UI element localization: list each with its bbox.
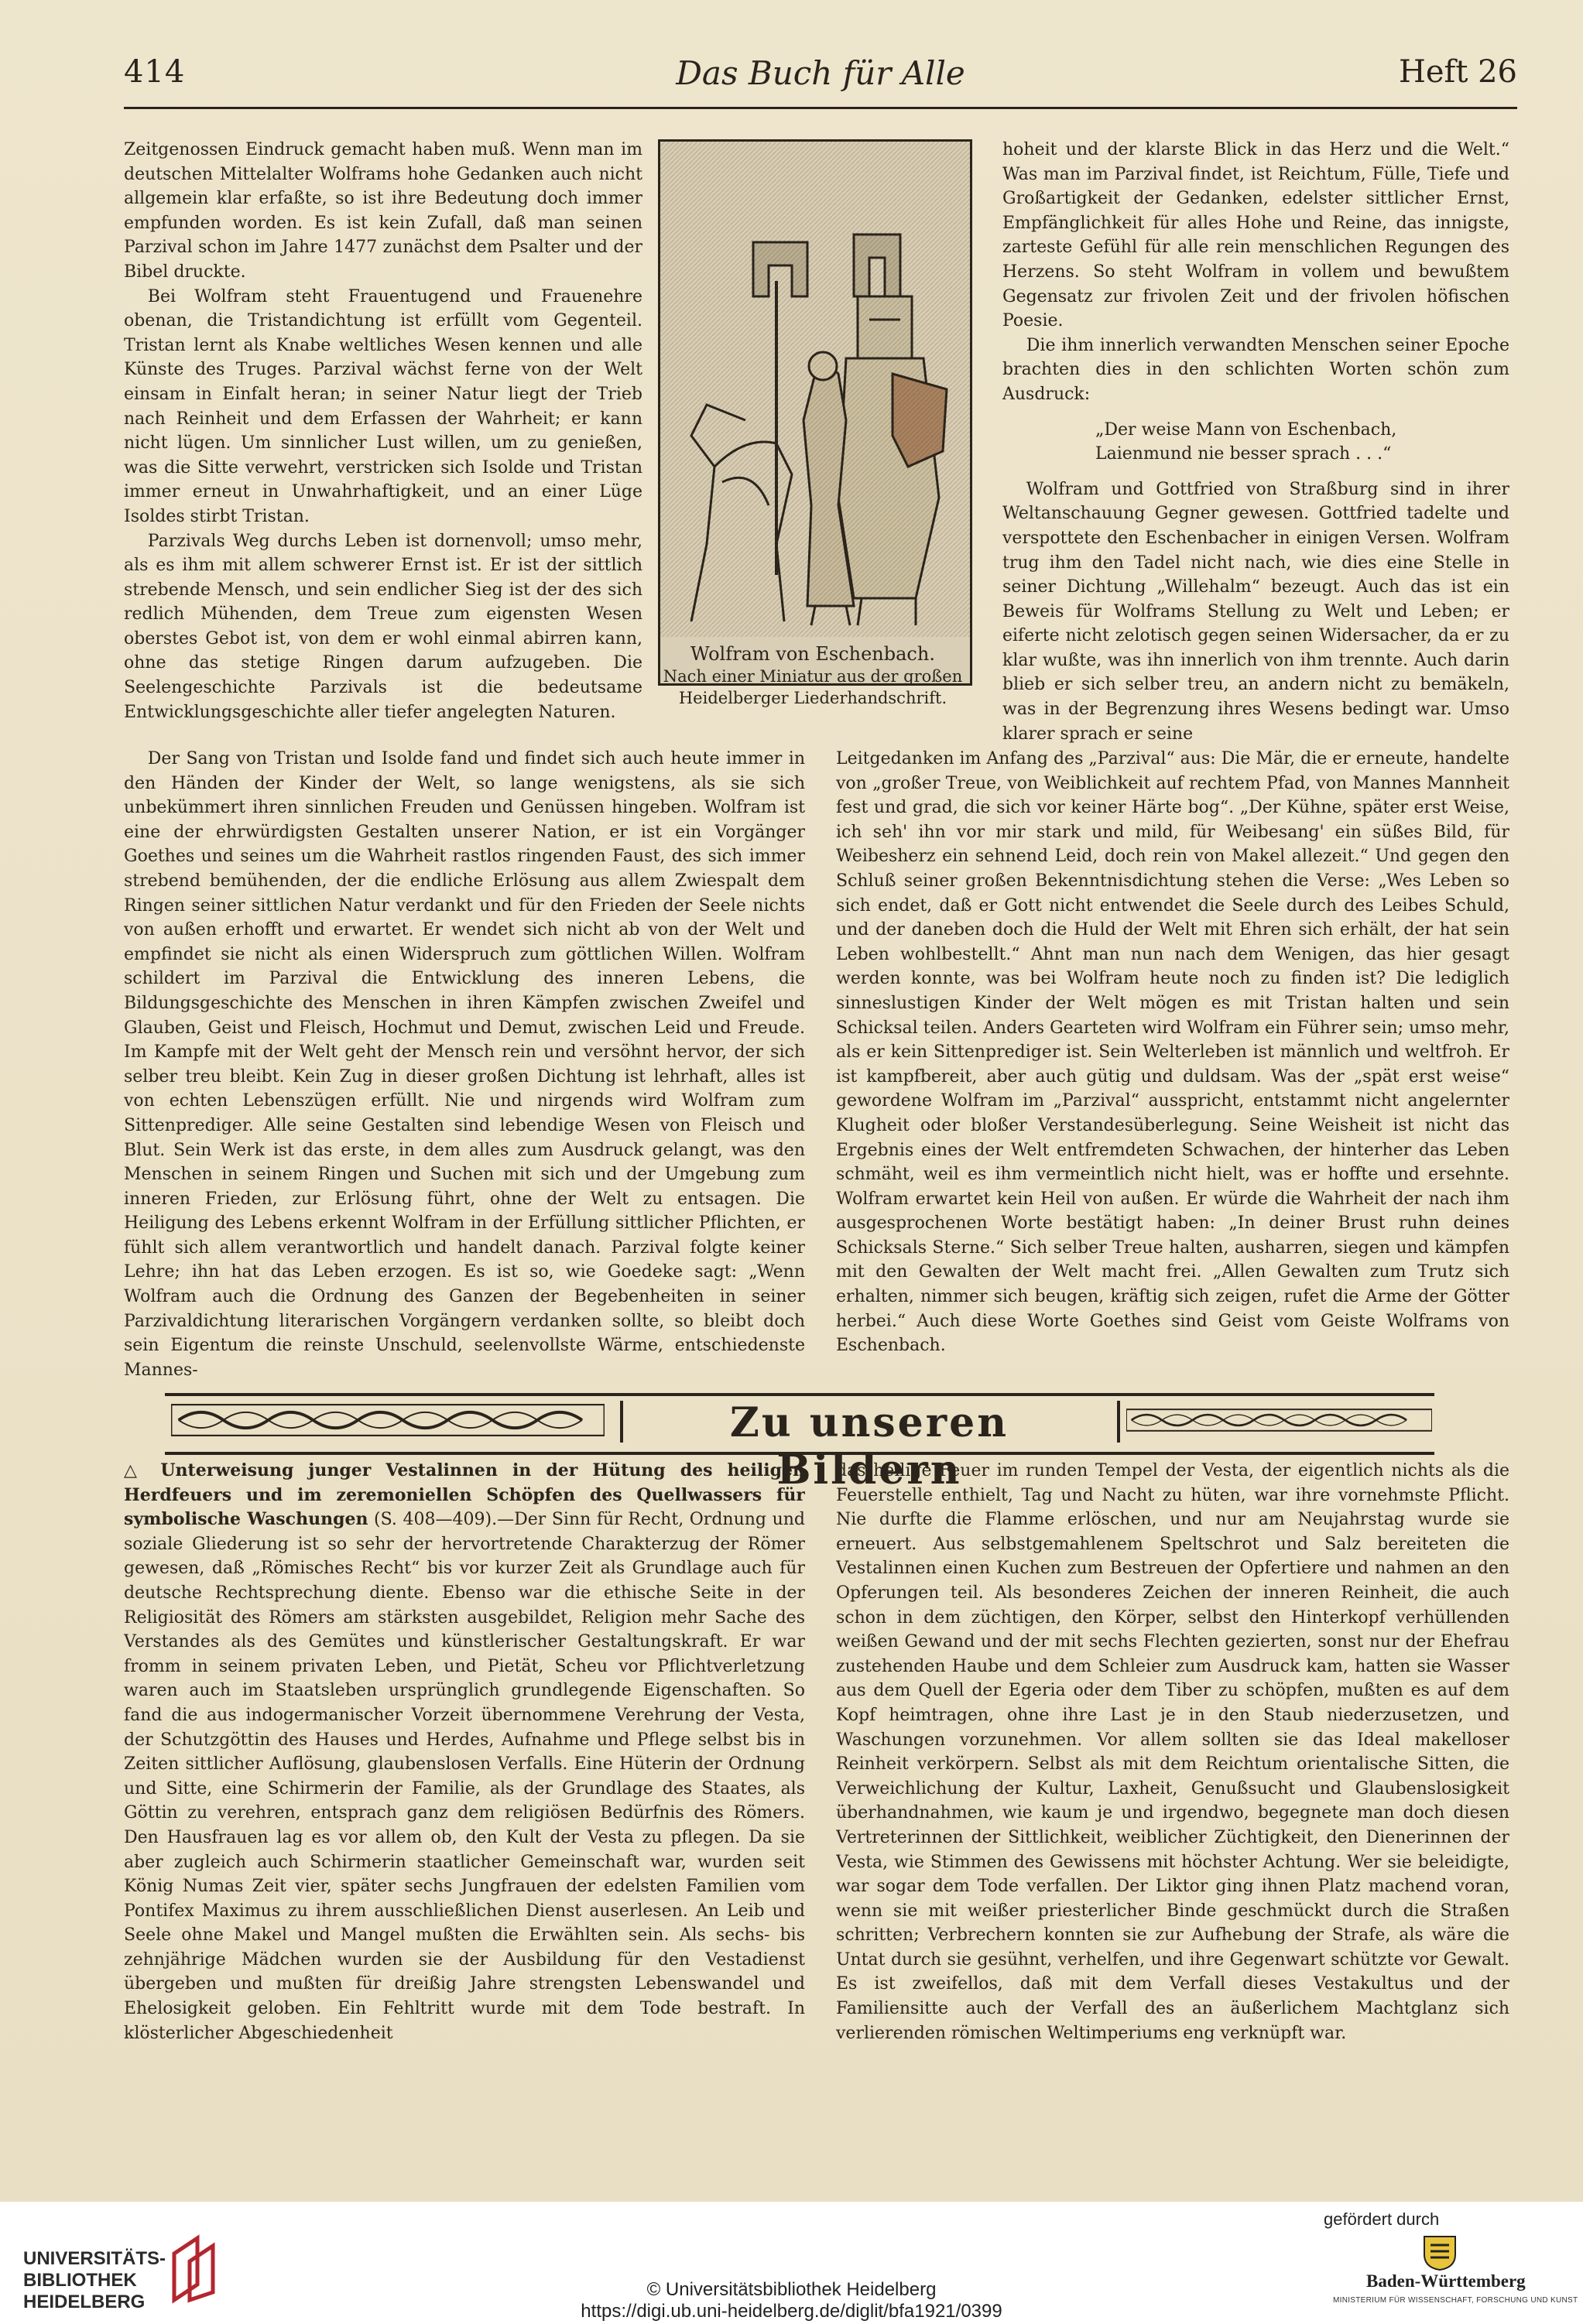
page-number: 414 xyxy=(124,54,186,90)
paragraph: das heilige Feuer im runden Tempel der Vesta, der eigentlich nichts als die Feuerstelle enthielt, Tag und Nacht zu hüten, war ihre vornehmste Pflicht. Nie durfte die Flamme erlöschen, und nur am Neujahrstag wurde sie erneuert. Aus selbstgemahlenem Speltschrot und Salz bereiteten die Vestalinnen einen Kuchen zum Bestreuen der Opfertiere und nahmen an den Opferungen teil. Als besonderes Zeichen der inneren Reinheit, die auch schon in dem züchtigen, den Körper, selbst den Hinterkopf verhüllenden weißen Gewand und der mit sechs Flechten gezierten, sonst nur der Ehefrau zustehenden Haube und dem Schleier zum Ausdruck kam, hatten sie Wasser aus dem Quell der Egeria oder dem Tiber zu schöpfen, mußten es auf dem Kopf heimtragen, ohne ihre Last je in den Staub niederzusetzen, und Waschungen vorzunehmen. Vor allem sollten sie das Ideal makelloser Reinheit verkörpern. Selbst als mit dem Reichtum orientalische Sitten, die Verweichlichung der Kultur, Laxheit, Genußsucht und Glaubenslosigkeit überhandnahmen, wie kaum je und irgendwo, begegnete man doch diesen Vertreterinnen der Sittlichkeit, weiblicher Züchtigkeit, den Dienerinnen der Vesta, wie Stimmen des Gewissens mit höchster Achtung. Wer sie beleidigte, war sogar dem Tode verfallen. Der Liktor ging ihnen Platz machend voran, wenn sie mit weißer priesterlicher Binde geschmückt durch die Straßen schritten; Verbrechern konnten sie zur Aufhebung der Strafe, als wäre die Untat durch sie gesühnt, verhelfen, und ihre Gegenwart schützte vor Gewalt. Es ist zweifellos, daß mit dem Verfall dieses Vestakultus und der Familiensitte auch der Verfall des an äußerlichem Machtglanz sich verlierenden römischen Weltimperiums eng verknüpft war. xyxy=(836,1461,1509,2043)
ornament-band-left xyxy=(171,1404,605,1436)
section-left-column xyxy=(124,1459,805,2055)
issue-label: Heft 26 xyxy=(1398,54,1517,90)
knight-miniature-image xyxy=(660,142,970,637)
section-header xyxy=(165,1393,1583,1494)
figure-caption xyxy=(650,642,975,709)
article-left-column xyxy=(124,138,642,745)
funded-by-label: gefördert durch xyxy=(1324,2209,1440,2229)
article-lower-left-column xyxy=(124,747,805,1381)
header-rule xyxy=(124,107,1517,109)
digitization-footer xyxy=(0,2202,1583,2324)
paragraph: Der Sang von Tristan und Isolde fand und findet sich auch heute immer in den Händen der Kinder der Welt, so lange wenigstens, als sie sich unbekümmert ihren sinnlichen Freuden und Genüssen hingeben. Wolfram ist eine der ehrwürdigsten Gestalten unserer Nation, er ist ein Vorgänger Goethes und seines um die Wahrheit rastlos ringenden Faust, des sich immer strebend bemühenden, der die endliche Erlösung aus allem Zwiespalt dem Ringen seiner sittlichen Natur verdankt und für den Frieden der Seele nichts von außen erhofft und erwartet. Er wendet sich nicht ab von der Welt und empfindet sie nicht als einen Widerspruch zum göttlichen Willen. Wolfram schildert im Parzival die Entwicklung des inneren Lebens, die Bildungsgeschichte des Menschen in ihren Kämpfen zwischen Zweifel und Glauben, Geist und Fleisch, Hochmut und Demut, zwischen Leid und Freude. Im Kampfe mit der Welt geht der Mensch rein und versöhnt hervor, der sich selber treu bleibt. Kein Zug in dieser großen Dichtung ist lehrhaft, alles ist von echten Lebenszügen erfüllt. Nie und nirgends wird Wolfram zum Sittenprediger. Alle seine Gestalten sind lebendige Wesen von Fleisch und Blut. Sein Werk ist das erste, in dem alles zum Ausdruck gelangt, was den Menschen in seinem Ringen und Suchen mit sich und der Umgebung zum inneren Frieden, zur Erlösung führt, ohne der Welt zu entsagen. Die Heiligung des Lebens erkennt Wolfram in der Erfüllung sittlicher Pflichten, er fühlt sich allem verantwortlich und handelt danach. Parzival folgte keiner Lehre; ihn hat das Leben erzogen. Es ist so, wie Goedeke sagt: „Wenn Wolfram auch die Ordnung des Ganzen der Begebenheiten in seiner Parzivaldichtung literarischen Vorgängern verdanken sollte, so bleibt doch sein Eigentum die reinste Unschuld, seelenvollste Wärme, entschiedenste Mannes- xyxy=(124,749,805,1380)
paragraph: Leitgedanken im Anfang des „Parzival“ aus: Die Mär, die er erneute, handelte von „großer Treue, von Weiblichkeit auf rechtem Pfad, von Mannes Mannheit fest und grad, die sich vor keiner Härte bog“. „Der Kühne, später erst Weise, ich seh' ihn vor mir stark und mild, für Weibesang' ein süßes Bild, für Weibesherz ein sehnend Leid, doch rein von Makel allezeit.“ Und gegen den Schluß seiner großen Bekenntnisdichtung stehen die Verse: „Wes Leben so sich endet, daß er Gott nicht entwendet die Seele durch des Leibes Schuld, und der daneben doch die Huld der Welt mit Ehren sich erhält, der hat sein Leben wohlbestellt.“ Ahnt man nun nach dem Wenigen, das hier gesagt werden konnte, was bei Wolfram heute noch zu finden ist? Die lediglich sinneslustigen Kinder der Welt mögen es mit Tristan halten und sein Schicksal teilen. Anders Gearteten wird Wolfram ein Führer sein; umso mehr, als er kein Sittenprediger ist. Sein Welterleben ist männlich und weltfroh. Er ist kampfbereit, aber auch gütig und duldsam. Was der „spät erst weise“ gewordene Wolfram im „Parzival“ ausspricht, entstammt nicht angelernter Klugheit oder bloßer Verstandesüberlegung. Seine Weisheit ist nicht das Ergebnis eines der Welt entfremdeten Schwachen, der hinterher das Leben schmäht, weil es ihm vermeintlich nicht hielt, was er hoffte und ersehnte. Wolfram erwartet kein Heil von außen. Er würde die Wahrheit der nach ihm ausgesprochenen Worte bestätigt haben: „In deiner Brust ruhn deines Schicksals Sterne.“ Sich selber Treue halten, ausharren, siegen und kämpfen mit den Gewalten der Welt macht frei. „Allen Gewalten zum Trutz sich erhalten, nimmer sich beugen, kräftig sich zeigen, rufet die Arme der Götter herbei.“ Auch diese Worte Goethes sind Geist vom Geiste Wolframs von Eschenbach. xyxy=(836,749,1509,1356)
section-header-divider xyxy=(620,1401,623,1443)
paragraph xyxy=(124,1459,805,2045)
verse-quote xyxy=(1095,418,1509,467)
wolfram-miniature-illustration xyxy=(658,139,972,686)
running-head xyxy=(124,54,1517,108)
paragraph-text: —Der Sinn für Recht, Ordnung und soziale Gliederung ist so sehr der hervortretende Charakterzug der Römer gewesen, daß „Römisches Recht“ bis vor kurzer Zeit als Grundlage auch für deutsche Rechtsprechung diente. Ebenso war die ethische Seite in der Religiosität des Römers am stärksten ausgebildet, Religion mehr Sache des Verstandes als des Gemütes und künstlerischer Gestaltungskraft. Er war fromm in seinem privaten Leben, und Pietät, Scheu vor Pflichtverletzung waren auch im Staatsleben ursprünglich grundlegende Eigenschaften. So fand die aus indogermanischer Vorzeit übernommene Verehrung der Vesta, der Schutzgöttin des Hauses und Herdes, Aufnahme und Pflege selbst bis in Zeiten sittlicher Auflösung, glaubenslosen Verfalls. Eine Hüterin der Ordnung und Sitte, eine Schirmerin der Familie, als der Grundlage des Staates, als Göttin zu verehren, entsprach ganz dem religiösen Bedürfnis des Römers. Den Hausfrauen lag es vor allem ob, den Kult der Vesta zu pflegen. Da sie aber zugleich auch Schirmerin staatlicher Gemeinschaft war, wurden seit König Numas Zeit vier, später sechs Jungfrauen der edelsten Familien vom Pontifex Maximus zu ihrem ausschließlichen Dienst auserlesen. An Leib und Seele ohne Makel und Mangel mußten die Erwählten sein. Als sechs- bis zehnjährige Mädchen wurden sie der Ausbildung für den Vestadienst übergeben und mußten für dreißig Jahre strengsten Lebenswandel und Ehelosigkeit geloben. Ein Fehltritt wurde mit dem Tode bestraft. In klösterlicher Abgeschiedenheit xyxy=(124,1510,805,2043)
paragraph: Die ihm innerlich verwandten Menschen seiner Epoche brachten dies in den schlichten Worten schön zum Ausdruck: xyxy=(1002,335,1509,404)
caption-title: Wolfram von Eschenbach. xyxy=(690,643,935,665)
journal-title: Das Buch für Alle xyxy=(676,54,965,92)
section-header-divider xyxy=(1117,1401,1120,1443)
ornament-band-right xyxy=(1126,1404,1432,1436)
ministry-name: MINISTERIUM FÜR WISSENSCHAFT, FORSCHUNG UND KUNST xyxy=(1333,2296,1578,2305)
section-heading: Zu unseren Bildern xyxy=(729,1399,1009,1494)
caption-source-line-1: Nach einer Miniatur aus der großen xyxy=(663,667,963,686)
library-name-line: UNIVERSITÄTS- xyxy=(23,2248,166,2269)
section-right-column xyxy=(836,1459,1509,2055)
library-name-line: BIBLIOTHEK xyxy=(23,2270,137,2291)
image-caption-lead: △ Unterweisung junger Vestalinnen in der Hütung des heiligen Herdfeuers und im zeremoniellen Schöpfen des Quellwassers für symbolische Waschungen xyxy=(124,1460,805,1530)
copyright-notice: © Universitätsbibliothek Heidelberg xyxy=(646,2279,937,2300)
state-name: Baden-Württemberg xyxy=(1366,2271,1526,2291)
page-reference: (S. 408—409). xyxy=(374,1510,498,1530)
paragraph: Bei Wolfram steht Frauentugend und Frauenehre obenan, die Tristandichtung ist erfüllt vom Gegenteil. Tristan lernt als Knabe weltliches Wesen kennen und alle Künste des Truges. Parzival wächst ferne von der Welt einsam in Einfalt heran; in seiner Natur liegt der Trieb nach Reinheit und dem Erfassen der Wahrheit; er kann nicht lügen. Um sinnlicher Lust willen, um zu genießen, was die Sitte verwehrt, verstricken sich Isolde und Tristan immer erneut in Unwahrhaftigkeit, und an einer Lüge Isoldes stirbt Tristan. xyxy=(124,286,642,526)
article-right-column xyxy=(1002,138,1509,757)
library-name-line: HEIDELBERG xyxy=(23,2291,146,2312)
verse-line: „Der weise Mann von Eschenbach, xyxy=(1095,419,1397,440)
permalink[interactable]: https://digi.ub.uni-heidelberg.de/diglit/bfa1921/0399 xyxy=(581,2301,1002,2322)
paragraph: Zeitgenossen Eindruck gemacht haben muß. Wenn man im deutschen Mittelalter Wolframs hohe Gedanken auch nicht allgemein klar erfaßte, so ist ihre Bedeutung doch immer empfunden worden. Es ist kein Zufall, daß man seinen Parzival schon im Jahre 1477 zunächst dem Psalter und der Bibel druckte. xyxy=(124,140,642,282)
paragraph: hoheit und der klarste Blick in das Herz und die Welt.“ Was man im Parzival findet, ist Reichtum, Fülle, Tiefe und Großartigkeit der Gedanken, edelster sittlicher Ernst, Empfänglichkeit für alles Hohe und Reine, das innigste, zarteste Gefühl für alle rein menschlichen Regungen des Herzens. So steht Wolfram in vollem und bewußtem Gegensatz zur frivolen Zeit und der frivolen höfischen Poesie. xyxy=(1002,140,1509,331)
paragraph: Parzivals Weg durchs Leben ist dornenvoll; umso mehr, als es ihm mit allem schwerer Ernst ist. Er ist der sittlich strebende Mensch, und sein endlicher Sieg ist der des sich redlich Mühenden, dem Treue zum eigensten Wesen oberstes Gebot ist, von dem er wohl einmal abirren kann, ohne das stetige Ringen darum aufzugeben. Die Seelengeschichte Parzivals ist die bedeutsame Entwicklungsgeschichte aller tiefer angelegten Naturen. xyxy=(124,531,642,722)
paragraph: Wolfram und Gottfried von Straßburg sind in ihrer Weltanschauung Gegner gewesen. Gottfried tadelte und verspottete den Eschenbacher in einigen Versen. Wolfram trug ihm den Tadel nicht nach, wie dies eine Stelle in seiner Dichtung „Willehalm“ bezeugt. Auch das ist ein Beweis für Wolframs Stellung zu Welt und Leben; er eiferte nicht zelotisch gegen seinen Widersacher, da er zu klar wußte, was ihn innerlich von ihm trennte. Auch darin blieb er sich selber treu, an andern nicht zu bemäkeln, was in der Begrenzung ihres Wesens bedingt war. Umso klarer sprach er seine xyxy=(1002,479,1509,744)
caption-source-line-2: Heidelberger Liederhandschrift. xyxy=(678,689,947,707)
verse-line: Laienmund nie besser sprach . . .“ xyxy=(1095,444,1392,464)
article-lower-right-column xyxy=(836,747,1509,1381)
state-coat-of-arms-icon xyxy=(1417,2233,1463,2271)
